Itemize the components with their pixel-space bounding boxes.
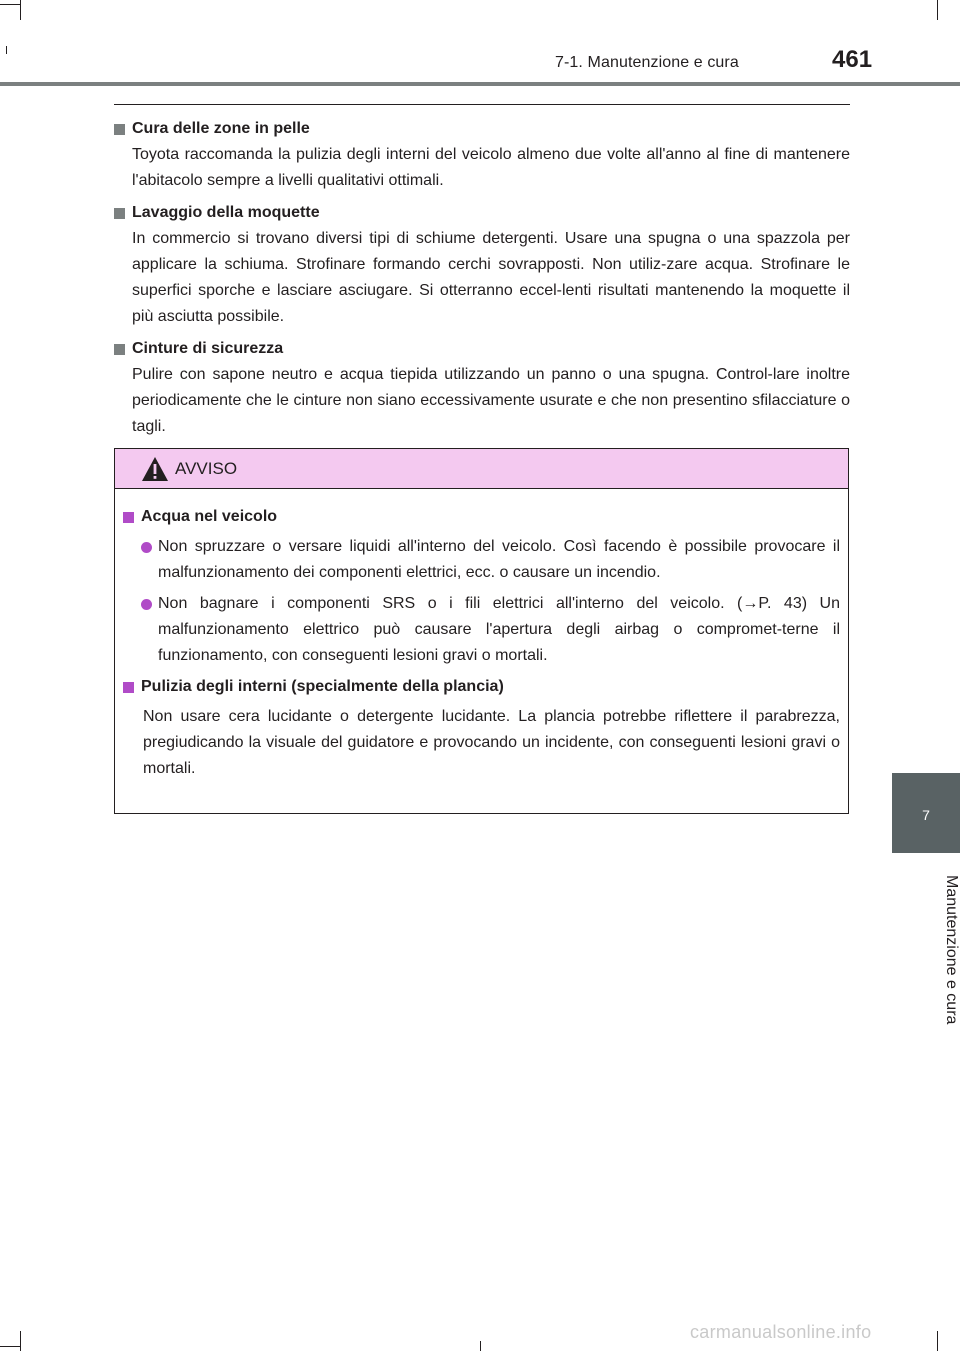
section-title: Cura delle zone in pelle: [132, 120, 310, 137]
section-title: Cinture di sicurezza: [132, 340, 284, 357]
crop-mark: [20, 0, 21, 20]
section-body: In commercio si trovano diversi tipi di schiume detergenti. Usare una spugna o una spazzola per applicare la schiuma. Strofinare formando cerchi sovrapposti. Non utiliz-zare acqua. Strofinare le superfici sporche e lasciare asciugare. Si otterranno eccel-lenti risultati mantenendo la moquette il più asciutta possibile.: [132, 230, 850, 325]
header-section-title: 7-1. Manutenzione e cura: [555, 54, 739, 71]
warning-body: [115, 489, 848, 782]
crop-mark: [0, 1346, 20, 1347]
square-bullet-icon: [123, 512, 134, 523]
section-carpet: [114, 200, 850, 330]
warning-triangle-icon: [141, 456, 169, 482]
square-bullet-icon: [114, 344, 125, 355]
section-heading: [114, 116, 850, 142]
section-heading: [114, 200, 850, 226]
warning-bullet: [141, 534, 840, 586]
crop-mark: [937, 0, 938, 20]
main-content: [114, 116, 850, 446]
section-seatbelts: [114, 336, 850, 440]
chapter-title: Manutenzione e cura: [943, 875, 960, 1025]
round-bullet-icon: [141, 599, 152, 610]
warning-section-heading: [123, 674, 840, 700]
square-bullet-icon: [114, 208, 125, 219]
section-leather: [114, 116, 850, 194]
section-body: Toyota raccomanda la pulizia degli interni del veicolo almeno due volte all'anno al fine di mantenere l'abitacolo sempre a livelli qualitativi ottimali.: [132, 146, 850, 189]
warning-section-heading: [123, 504, 840, 530]
warning-section-title: Pulizia degli interni (specialmente della plancia): [141, 678, 504, 695]
warning-label: AVVISO: [175, 458, 238, 478]
page-number: 461: [832, 46, 873, 73]
watermark: carmanualsonline.info: [690, 1322, 872, 1342]
section-title: Lavaggio della moquette: [132, 204, 320, 221]
warning-header: [115, 449, 848, 489]
warning-bullet: [141, 591, 840, 669]
warning-bullet-text: Non bagnare i componenti SRS o i fili elettrici all'interno del veicolo. (→P. 43) Un malfunzionamento elettrico può causare l'apertura degli airbag o compromet-terne il funzionamento, con conseguenti lesioni gravi o mortali.: [158, 595, 840, 664]
chapter-tab: [892, 773, 960, 853]
warning-section-body: Non usare cera lucidante o detergente lucidante. La plancia potrebbe riflettere il parabrezza, pregiudicando la visuale del guidatore e provocando un incidente, con conseguenti lesioni gravi o mortali.: [143, 708, 840, 777]
crop-mark: [20, 1331, 21, 1351]
content-top-rule: [114, 104, 850, 105]
section-body: Pulire con sapone neutro e acqua tiepida utilizzando un panno o una spugna. Control-lare inoltre periodicamente che le cinture non siano eccessivamente usurate e che non presentino sfilacciature o tagli.: [132, 366, 850, 435]
section-heading: [114, 336, 850, 362]
square-bullet-icon: [114, 124, 125, 135]
warning-bullet-text: Non spruzzare o versare liquidi all'interno del veicolo. Così facendo è possibile provocare il malfunzionamento dei componenti elettrici, ecc. o causare un incendio.: [158, 538, 840, 581]
header-rule: [0, 82, 960, 86]
warning-section-title: Acqua nel veicolo: [141, 508, 278, 525]
crop-mark: [480, 1341, 481, 1351]
warning-box: [114, 448, 849, 814]
round-bullet-icon: [141, 542, 152, 553]
chapter-number: 7: [922, 807, 930, 823]
square-bullet-icon: [123, 682, 134, 693]
crop-mark: [937, 1331, 938, 1351]
crop-mark: [0, 4, 20, 5]
crop-mark: [6, 46, 7, 54]
